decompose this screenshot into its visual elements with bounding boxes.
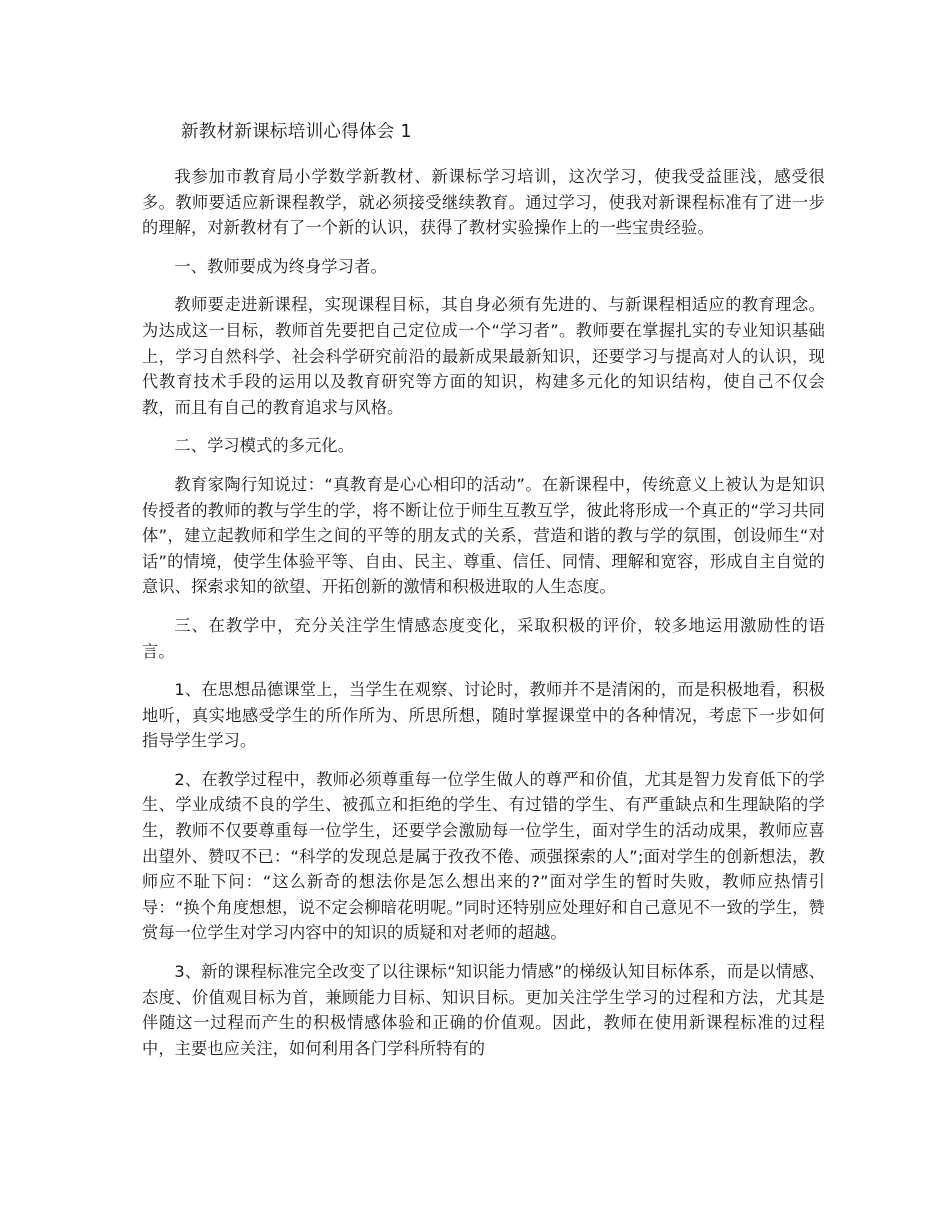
paragraph-point-3: 3、新的课程标准完全改变了以往课标“知识能力情感”的梯级认知目标体系，而是以情感、态度、价值观目标为首，兼顾能力目标、知识目标。更加关注学生学习的过程和方法，尤其是伴随这一过程而产生的积极情感体验和正确的价值观。因此，教师在使用新课程标准的过程中，主要也应关注，如何利用各门学科所特有的 [142,962,825,1058]
paragraph-point-2: 2、在教学过程中，教师必须尊重每一位学生做人的尊严和价值，尤其是智力发育低下的学生、学业成绩不良的学生、被孤立和拒绝的学生、有过错的学生、有严重缺点和生理缺陷的学生，教师不仅要尊重每一位学生，还要学会激励每一位学生，面对学生的活动成果，教师应喜出望外、赞叹不已：“科学的发现总是属于孜孜不倦、顽强探索的人”;面对学生的创新想法，教师应不耻下问：“这么新奇的想法你是怎么想出来的?”面对学生的暂时失败，教师应热情引导：“换个角度想想，说不定会柳暗花明呢。”同时还特别应处理好和自己意见不一致的学生，赞赏每一位学生对学习内容中的知识的质疑和对老师的超越。 [142,769,825,943]
document-page [142,118,825,1074]
paragraph-intro: 我参加市教育局小学数学新教材、新课标学习培训，这次学习，使我受益匪浅，感受很多。教师要适应新课程教学，就必须接受继续教育。通过学习，使我对新课程标准有了进一步的理解，对新教材有了一个新的认识，获得了教材实验操作上的一些宝贵经验。 [142,167,825,238]
section-heading-1: 一、教师要成为终身学习者。 [174,256,387,276]
paragraph-learning-modes: 教育家陶行知说过：“真教育是心心相印的活动”。在新课程中，传统意义上被认为是知识传授者的教师的教与学生的学，将不断让位于师生互教互学，彼此将形成一个真正的“学习共同体”，建立起教师和学生之间的平等的朋友式的关系，营造和谐的教与学的氛围，创设师生“对话”的情境，使学生体验平等、自由、民主、尊重、信任、同情、理解和宽容，形成自主自觉的意识、探索求知的欲望、开拓创新的激情和积极进取的人生态度。 [142,474,825,597]
document-title: 新教材新课标培训心得体会 1 [181,122,412,142]
paragraph-lifelong-learner: 教师要走进新课程，实现课程目标，其自身必须有先进的、与新课程相适应的教育理念。为达成这一目标，教师首先要把自己定位成一个“学习者”。教师要在掌握扎实的专业知识基础上，学习自然科学、社会科学研究前沿的最新成果最新知识，还要学习与提高对人的认识，现代教育技术手段的运用以及教育研究等方面的知识，构建多元化的知识结构，使自己不仅会教，而且有自己的教育追求与风格。 [142,295,825,417]
section-heading-3: 三、在教学中，充分关注学生情感态度变化，采取积极的评价，较多地运用激励性的语言。 [142,615,825,661]
paragraph-point-1: 1、在思想品德课堂上，当学生在观察、讨论时，教师并不是清闲的，而是积极地看，积极地听，真实地感受学生的所作所为、所思所想，随时掌握课堂中的各种情况，考虑下一步如何指导学生学习。 [142,680,825,751]
section-heading-2: 二、学习模式的多元化。 [174,436,355,456]
